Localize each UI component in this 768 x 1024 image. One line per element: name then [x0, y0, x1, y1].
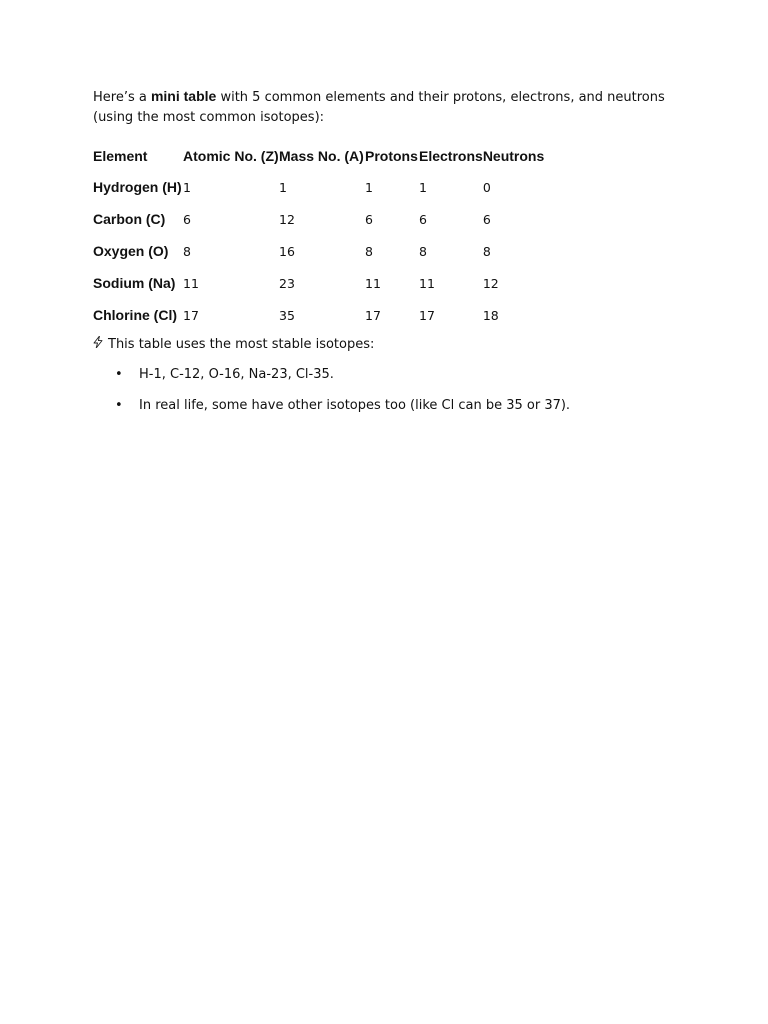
cell-protons: 6 [365, 211, 373, 227]
intro-paragraph [93, 86, 693, 128]
cell-electrons: 6 [419, 211, 427, 227]
cell-mass-number: 1 [279, 179, 287, 195]
bullet-dot-icon: • [115, 398, 123, 413]
cell-atomic-number: 6 [183, 211, 191, 227]
cell-electrons: 8 [419, 243, 427, 259]
cell-atomic-number: 8 [183, 243, 191, 259]
cell-atomic-number: 17 [183, 307, 199, 323]
bullet-dot-icon: • [115, 367, 123, 382]
cell-neutrons: 12 [482, 275, 499, 291]
intro-prefix: Here’s a [93, 90, 151, 105]
cell-electrons: 17 [419, 307, 435, 323]
intro-bold-phrase: mini table [150, 88, 217, 104]
cell-element: Carbon (C) [93, 211, 166, 227]
cell-neutrons: 8 [482, 243, 491, 259]
cell-element: Chlorine (Cl) [93, 307, 177, 323]
isotope-bullet-list [93, 365, 693, 416]
cell-neutrons: 0 [482, 179, 491, 195]
list-item [93, 365, 693, 385]
cell-element: Oxygen (O) [93, 243, 169, 259]
cell-element: Sodium (Na) [93, 275, 176, 291]
header-element: Element [93, 147, 148, 164]
cell-mass-number: 12 [279, 211, 295, 227]
cell-mass-number: 35 [279, 307, 295, 323]
cell-electrons: 11 [419, 275, 435, 291]
cell-atomic-number: 11 [183, 275, 199, 291]
list-item [93, 396, 693, 416]
cell-electrons: 1 [419, 179, 427, 195]
table-row [93, 235, 563, 267]
table-header-row [93, 140, 563, 171]
note-text: This table uses the most stable isotopes: [108, 337, 375, 352]
cell-protons: 11 [365, 275, 381, 291]
header-neutrons: Neutrons [482, 147, 545, 164]
cell-protons: 17 [365, 307, 381, 323]
table-row [93, 299, 563, 331]
table-row [93, 171, 563, 203]
table-row [93, 203, 563, 235]
elements-table [93, 140, 563, 331]
cell-element: Hydrogen (H) [93, 179, 182, 195]
header-protons: Protons [365, 147, 418, 164]
lightning-bolt-icon [93, 335, 104, 355]
isotope-note [93, 335, 693, 355]
header-mass-number: Mass No. (A) [279, 147, 364, 164]
cell-atomic-number: 1 [183, 179, 191, 195]
document-page [93, 86, 693, 427]
cell-neutrons: 6 [482, 211, 491, 227]
cell-protons: 1 [365, 179, 373, 195]
table-row [93, 267, 563, 299]
list-item-text: In real life, some have other isotopes too (like Cl can be 35 or 37). [139, 398, 571, 413]
cell-mass-number: 16 [279, 243, 295, 259]
intro-suffix: with 5 common elements and their protons, electrons, and neutrons (using the most common isotopes): [93, 90, 665, 125]
header-electrons: Electrons [419, 147, 483, 164]
cell-mass-number: 23 [279, 275, 295, 291]
cell-protons: 8 [365, 243, 373, 259]
list-item-text: H-1, C-12, O-16, Na-23, Cl-35. [139, 367, 334, 382]
cell-neutrons: 18 [482, 307, 499, 323]
header-atomic-number: Atomic No. (Z) [183, 147, 279, 164]
